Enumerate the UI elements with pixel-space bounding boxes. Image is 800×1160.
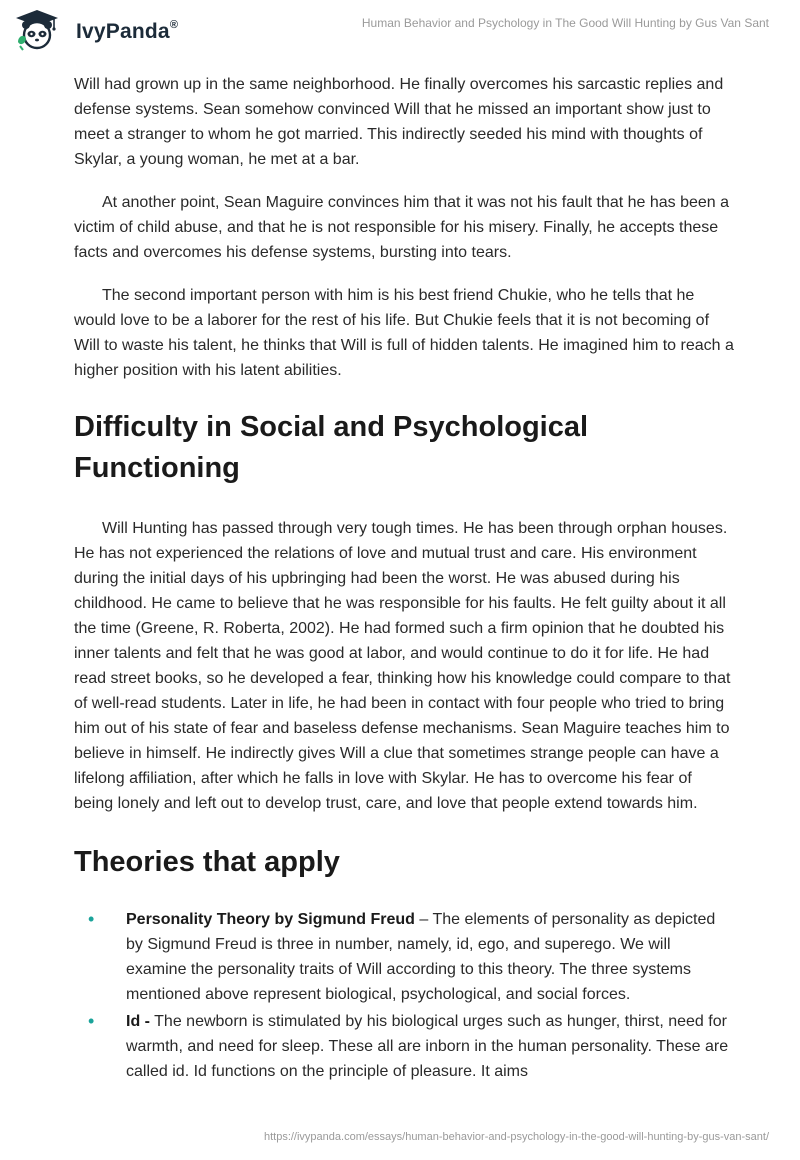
list-item	[74, 1009, 734, 1084]
bullet-dot-icon: •	[88, 1011, 95, 1031]
bullet-dot-icon: •	[88, 909, 95, 929]
document-title: Human Behavior and Psychology in The Good Will Hunting by Gus Van Sant	[361, 16, 769, 30]
list-item-term: Id -	[126, 1013, 150, 1030]
list-item-term: Personality Theory by Sigmund Freud	[126, 911, 415, 928]
ivypanda-logo[interactable]	[14, 8, 214, 54]
list-item-text: The newborn is stimulated by his biological urges such as hunger, thirst, need for warmth, and need for sleep. These all are inborn in the human personality. These are called id. Id functions on the principle of pleasure. It aims	[126, 1013, 729, 1080]
panda-graduate-icon	[14, 8, 60, 54]
paragraph: Will had grown up in the same neighborhood. He finally overcomes his sarcastic replies and defense systems. Sean somehow convinced Will that he missed an important show just to meet a stranger to whom he got married. This indirectly seeded his mind with thoughts of Skylar, a young woman, he met at a bar.	[74, 76, 724, 168]
brand-name: IvyPanda®	[76, 19, 179, 43]
paragraph: Will Hunting has passed through very tough times. He has been through orphan houses. He has not experienced the relations of love and mutual trust and care. His environment during the initial days of his upbringing had been the worst. He was abused during his childhood. He came to believe that he was responsible for his faults. He felt guilty about it all the time (Greene, R. Roberta, 2002). He had formed such a firm opinion that he doubted his inner talents and felt that he was good at labor, and would continue to do it for life. He had read street books, so he developed a fear, thinking how his knowledge could compare to that of well-read students. Later in life, he had been in contact with four people who tried to bring him out of his state of fear and baseless defense mechanisms. Sean Maguire teaches him to believe in himself. He indirectly gives Will a clue that sometimes strange people can have a lifelong affiliation, after which he falls in love with Skylar. He has to overcome his fear of being lonely and left out to develop trust, care, and love that people extend towards him.	[74, 520, 731, 812]
article-body	[74, 72, 734, 1086]
list-item-text: – The elements of personality as depicted by Sigmund Freud is three in number, namely, id, ego, and superego. We will examine the personality traits of Will according to this theory. The three systems mentioned above represent biological, psychological, and social forces.	[126, 911, 716, 1003]
theories-list	[74, 907, 734, 1084]
section-heading-theories: Theories that apply	[74, 846, 340, 878]
paragraph: The second important person with him is his best friend Chukie, who he tells that he would love to be a laborer for the rest of his life. But Chukie feels that it is not becoming of Will to waste his talent, he thinks that Will is full of hidden talents. He imagined him to reach a higher position with his latent abilities.	[74, 287, 734, 379]
section-heading-difficulty: Difficulty in Social and Psychological Functioning	[74, 411, 589, 484]
page-header	[0, 0, 800, 62]
list-item	[74, 907, 734, 1007]
source-url-link[interactable]: https://ivypanda.com/essays/human-behavior-and-psychology-in-the-good-will-hunting-by-gus-van-sant/	[263, 1131, 769, 1143]
paragraph: At another point, Sean Maguire convinces him that it was not his fault that he has been a victim of child abuse, and that he is not responsible for his misery. Finally, he accepts these facts and overcomes his defense systems, bursting into tears.	[74, 194, 730, 261]
